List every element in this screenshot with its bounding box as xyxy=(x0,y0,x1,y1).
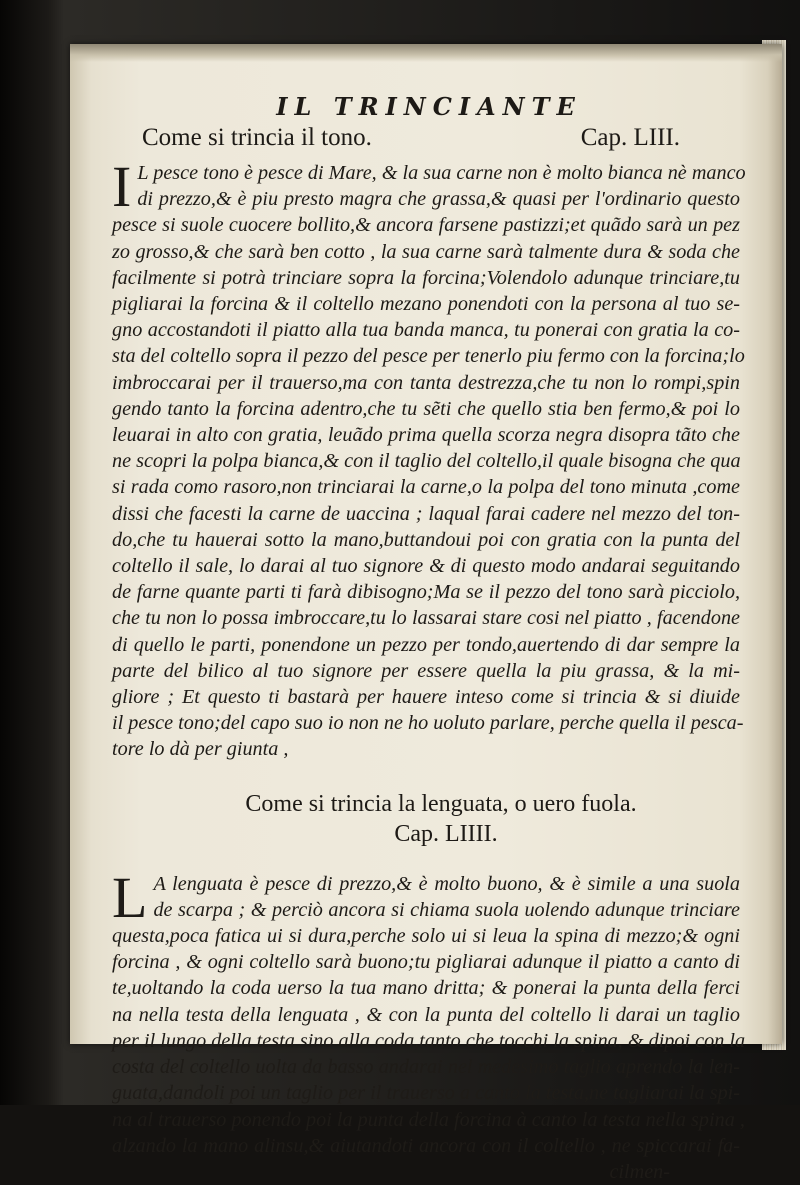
text-line: il pesce tono;del capo suo io non ne ho uoluto parlare, perche quella il pesca- xyxy=(112,712,744,735)
drop-cap: L xyxy=(112,864,148,930)
text-line: zo grosso,& che sarà ben cotto , la sua carne sarà talmente dura & soda che xyxy=(112,240,740,263)
chapter-body-text xyxy=(112,154,746,763)
text-line: tore lo dà per giunta , xyxy=(112,738,289,761)
running-head: IL TRINCIANTE xyxy=(276,92,582,121)
book-page xyxy=(70,44,782,1183)
drop-cap: I xyxy=(112,154,132,219)
text-line: pigliarai la forcina & il coltello mezano ponendoti con la persona al tuo se- xyxy=(112,293,740,316)
text-line: alzando la mano alinsu,& aiutandoti ancora con il coltello , ne spiccarai fa- xyxy=(112,1134,740,1157)
text-line: na nella testa della lenguata , & con la punta del coltello li darai un taglio xyxy=(112,1003,740,1026)
text-line: costa del coltello uolta da basso andarai nel medesimo taglio aprendo la len- xyxy=(112,1056,740,1079)
text-line: gno accostandoti il piatto alla tua banda manca, tu ponerai con gratia la co- xyxy=(112,319,740,342)
text-line: di quello le parti, ponendone un pezzo per tondo,auertendo di dar sempre la xyxy=(112,633,740,656)
chapter-title: Come si trincia il tono. xyxy=(142,124,372,151)
text-line: imbroccarai per il trauerso,ma con tanta destrezza,che tu non lo rompi,spin xyxy=(112,371,740,394)
page-content xyxy=(112,92,746,1185)
text-line: che tu non lo possa imbroccare,tu lo lassarai stare cosi nel piatto , facendone xyxy=(112,607,740,630)
text-line: facilmente si potrà trinciare sopra la forcina;Volendolo adunque trinciare,tu xyxy=(112,266,740,289)
text-line: na al trauerso ponendo poi la punta della forcina à canto la testa nella spina , xyxy=(112,1108,745,1131)
text-line: gendo tanto la forcina adentro,che tu sẽti che quello stia ben fermo,& poi lo xyxy=(112,397,740,420)
text-line: guata,dandoli poi un taglio per il trauerso a canto la testa,ne tagliarai la spi- xyxy=(112,1082,740,1105)
text-line: coltello il sale, lo darai al tuo signore & di questo modo andarai seguitando xyxy=(112,555,740,578)
text-line: gliore ; Et questo ti bastarà per hauere inteso come si trincia & si diuide xyxy=(112,686,740,709)
text-line: forcina , & ogni coltello sarà buono;tu pigliarai adunque il piatto a canto di xyxy=(112,951,740,974)
text-line: dissi che facesti la carne de uaccina ; laqual farai cadere nel mezzo del ton- xyxy=(112,502,740,525)
text-line: per il lungo della testa sino alla coda,tanto che tocchi la spina, & dipoi con la xyxy=(112,1029,746,1052)
text-line: questa,poca fatica ui si dura,perche solo ui si leua la spina di mezzo;& ogni xyxy=(112,925,740,948)
text-line: pesce si suole cuocere bollito,& ancora farsene pastizzi;et quãdo sarà un pez xyxy=(112,214,740,237)
chapter-number: Cap. LIIII. xyxy=(394,820,498,847)
text-line: te,uoltando la coda uerso la tua mano dritta; & ponerai la punta della ferci xyxy=(112,977,740,1000)
text-line: do,che tu hauerai sotto la mano,buttandoui poi con gratia con la punta del xyxy=(112,528,740,551)
chapter-body-text xyxy=(112,864,746,1185)
text-line: de scarpa ; & perciò ancora si chiama suola uolendo adunque trinciare xyxy=(153,898,740,921)
text-line: cilmen- xyxy=(609,1160,670,1183)
chapter-number: Cap. LIII. xyxy=(580,124,680,151)
text-line: si rada como rasoro,non trinciarai la carne,o la polpa del tono minuta ,come xyxy=(112,476,740,499)
text-line: ne scopri la polpa bianca,& con il taglio del coltello,il quale bisogna che qua xyxy=(112,450,741,473)
page-top-shadow xyxy=(70,44,782,62)
chapter-heading xyxy=(112,122,740,154)
text-line: A lenguata è pesce di prezzo,& è molto buono, & è simile a una suola xyxy=(153,872,740,895)
text-line: L pesce tono è pesce di Mare, & la sua carne non è molto bianca nè manco xyxy=(137,162,746,184)
text-line: leuarai in alto con gratia, leuãdo prima quella scorza negra disopra tãto che xyxy=(112,424,740,447)
text-line: parte del bilico al tuo signore per essere quella la piu grassa, & la mi- xyxy=(112,659,740,682)
text-line: sta del coltello sopra il pezzo del pesce per tenerlo piu fermo con la forcina;lo xyxy=(112,345,745,368)
text-line: de farne quante parti ti farà dibisogno;Ma se il pezzo del tono sarà picciolo, xyxy=(112,581,740,604)
chapter-title: Come si trincia la lenguata, o uero fuola. xyxy=(245,790,637,817)
text-line: di prezzo,& è piu presto magra che grassa,& quasi per l'ordinario questo xyxy=(137,188,740,211)
